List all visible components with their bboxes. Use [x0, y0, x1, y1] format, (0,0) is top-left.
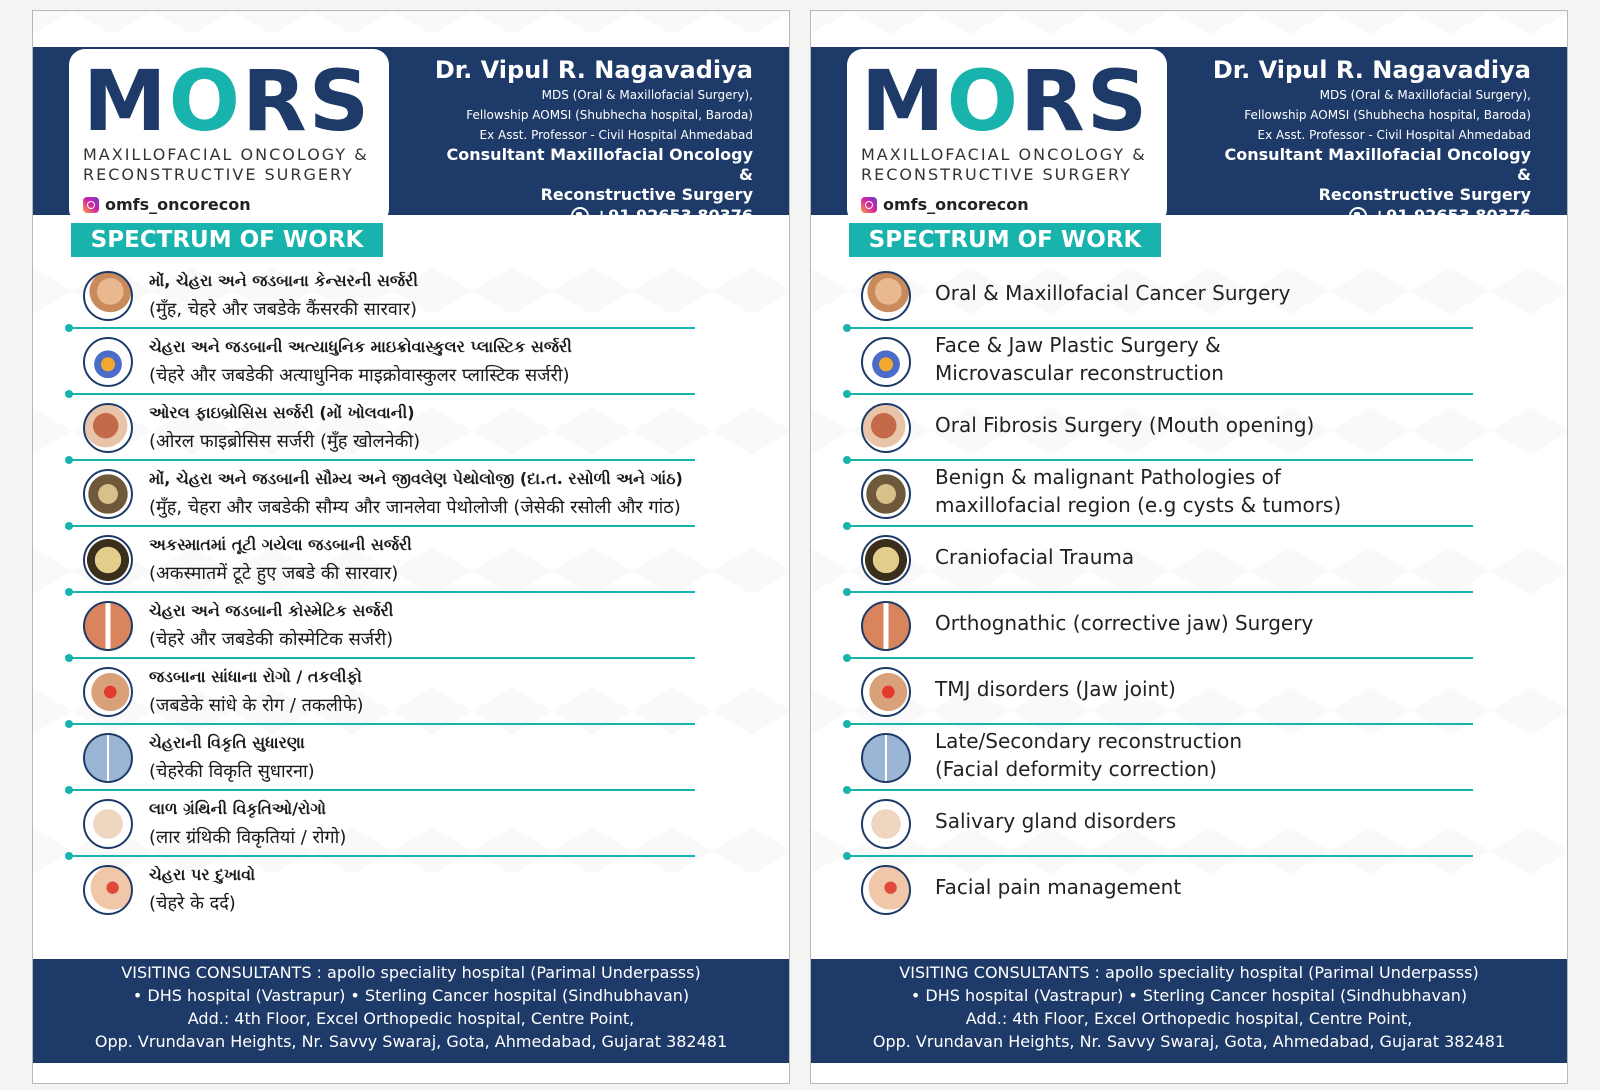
item-line-1: Craniofacial Trauma [935, 545, 1135, 569]
item-gujarati: ઓરલ ફાઇબ્રોસિસ સર્જરી (મોં ખોલવાની) [149, 403, 415, 422]
item-text [935, 263, 1483, 323]
item-text [149, 531, 705, 589]
list-item [847, 791, 1483, 857]
face-cancer-icon [83, 271, 133, 321]
list-item [847, 329, 1483, 395]
salivary-icon [83, 799, 133, 849]
item-gujarati: જડબાના સાંધાના રોગો / તકલીફો [149, 667, 362, 686]
item-gujarati: મોં, ચેહરા અને જડબાની સૌમ્ય અને જીવલેણ પેથોલોજી (દા.ત. રસોળી અને ગાંઠ) [149, 469, 683, 488]
list-item [69, 791, 705, 857]
doctor-past-role: Ex Asst. Professor - Civil Hospital Ahmedabad [1257, 128, 1531, 142]
list-item [69, 461, 705, 527]
item-text [149, 597, 705, 655]
oral-fibrosis-icon [83, 403, 133, 453]
logo-subtitle: MAXILLOFACIAL ONCOLOGY & RECONSTRUCTIVE SURGERY [83, 145, 369, 184]
item-hindi: (लार ग्रंथिकी विकृतियां / रोगो) [149, 827, 347, 848]
item-hindi: (चेहरे के दर्द) [149, 893, 236, 914]
list-item [69, 395, 705, 461]
section-title: SPECTRUM OF WORK [849, 223, 1161, 257]
list-item [69, 263, 705, 329]
footer-band: VISITING CONSULTANTS : apollo speciality hospital (Parimal Underpasss) • DHS hospital (Vastrapur) • Sterling Cancer hospital (Sindhubhavan) Add.: 4th Floor, Excel Orthopedic hospital, Centre Point, Opp. Vrundavan Heights, Nr. Savvy Swaraj, Gota, Ahmedabad, Gujarat 382481 [33, 959, 789, 1063]
item-text [149, 795, 705, 853]
deformity-icon [83, 733, 133, 783]
item-line-1: Oral Fibrosis Surgery (Mouth opening) [935, 413, 1315, 437]
item-hindi: (चेहरेकी विकृति सुधारना) [149, 761, 315, 782]
item-gujarati: મોં, ચેહરા અને જડબાના કેન્સરની સર્જરી [149, 271, 418, 290]
phone-icon [571, 207, 589, 225]
salivary-icon [861, 799, 911, 849]
list-item [69, 593, 705, 659]
instagram-handle: omfs_oncorecon [861, 195, 1029, 214]
item-text [935, 461, 1483, 521]
orthognathic-icon [861, 601, 911, 651]
item-line-1: Late/Secondary reconstruction [935, 729, 1243, 753]
item-line-1: Orthognathic (corrective jaw) Surgery [935, 611, 1314, 635]
pathology-icon [861, 469, 911, 519]
item-line-2: maxillofacial region (e.g cysts & tumors) [935, 493, 1342, 517]
item-line-2: Microvascular reconstruction [935, 361, 1224, 385]
skull-trauma-icon [861, 535, 911, 585]
item-text [935, 725, 1483, 785]
item-text [935, 329, 1483, 389]
deformity-icon [861, 733, 911, 783]
item-text [935, 659, 1483, 719]
item-hindi: (चेहरे और जबडेकी अत्याधुनिक माइक्रोवास्कुलर प्लास्टिक सर्जरी) [149, 365, 570, 386]
doctor-fellowship: Fellowship AOMSI (Shubhecha hospital, Baroda) [1244, 108, 1531, 122]
item-text [935, 593, 1483, 653]
list-item [69, 659, 705, 725]
item-text [149, 267, 705, 325]
orthognathic-icon [83, 601, 133, 651]
face-cancer-icon [861, 271, 911, 321]
item-text [935, 527, 1483, 587]
phone-icon [1349, 207, 1367, 225]
list-item [69, 857, 705, 923]
item-gujarati: ચેહરા અને જડબાની અત્યાધુનિક માઇક્રોવાસ્કુલર પ્લાસ્ટિક સર્જરી [149, 337, 572, 356]
item-line-1: Face & Jaw Plastic Surgery & [935, 333, 1221, 357]
doctor-phone: +91 92653 80376 [433, 205, 753, 227]
item-gujarati: ચેહરા પર દુખાવો [149, 865, 256, 884]
instagram-icon [861, 197, 877, 213]
item-line-1: Facial pain management [935, 875, 1182, 899]
item-line-1: Salivary gland disorders [935, 809, 1177, 833]
skull-trauma-icon [83, 535, 133, 585]
item-text [149, 729, 705, 787]
oral-fibrosis-icon [861, 403, 911, 453]
doctor-degree: MDS (Oral & Maxillofacial Surgery), [541, 88, 753, 102]
item-text [149, 333, 705, 391]
list-item [69, 329, 705, 395]
item-text [149, 465, 705, 523]
item-line-1: Oral & Maxillofacial Cancer Surgery [935, 281, 1291, 305]
item-text [149, 663, 705, 721]
item-gujarati: લાળ ગ્રંથિની વિકૃતિઓ/રોગો [149, 799, 326, 818]
item-hindi: (मुँह, चेहरे और जबडेके कैंसरकी सारवार) [149, 299, 417, 320]
list-item [847, 725, 1483, 791]
item-line-1: TMJ disorders (Jaw joint) [935, 677, 1176, 701]
flyer-gujarati-hindi [32, 10, 790, 1084]
doctor-info [1211, 55, 1531, 227]
item-text [935, 395, 1483, 455]
logo-box [69, 49, 389, 225]
list-item [69, 725, 705, 791]
jaw-plastic-icon [861, 337, 911, 387]
work-list [69, 263, 705, 923]
list-item [847, 659, 1483, 725]
item-hindi: (चेहरे और जबडेकी कोस्मेटिक सर्जरी) [149, 629, 394, 650]
instagram-handle: omfs_oncorecon [83, 195, 251, 214]
item-hindi: (जबडेके सांधे के रोग / तकलीफे) [149, 695, 364, 716]
item-text [149, 399, 705, 457]
list-item [847, 527, 1483, 593]
doctor-name: Dr. Vipul R. Nagavadiya [434, 56, 753, 84]
section-title: SPECTRUM OF WORK [71, 223, 383, 257]
mors-logo: MORS [861, 52, 1150, 150]
item-hindi: (मुँह, चेहरा और जबडेकी सौम्य और जानलेवा पेथोलोजी (जेसेकी रसोली और गांठ) [149, 497, 681, 518]
item-line-1: Benign & malignant Pathologies of [935, 465, 1281, 489]
tmj-icon [861, 667, 911, 717]
tmj-icon [83, 667, 133, 717]
item-text [149, 861, 705, 919]
pathology-icon [83, 469, 133, 519]
list-item [847, 395, 1483, 461]
item-hindi: (अकस्मातमें टूटे हुए जबडे की सारवार) [149, 563, 399, 584]
item-hindi: (ओरल फाइब्रोसिस सर्जरी (मुँह खोलनेकी) [149, 431, 421, 452]
doctor-phone: +91 92653 80376 [1211, 205, 1531, 227]
logo-box [847, 49, 1167, 225]
doctor-role: Consultant Maxillofacial Oncology & Reconstructive Surgery [446, 145, 753, 204]
list-item [847, 857, 1483, 923]
facial-pain-icon [861, 865, 911, 915]
doctor-fellowship: Fellowship AOMSI (Shubhecha hospital, Baroda) [466, 108, 753, 122]
doctor-degree: MDS (Oral & Maxillofacial Surgery), [1319, 88, 1531, 102]
item-text [935, 791, 1483, 851]
doctor-name: Dr. Vipul R. Nagavadiya [1212, 56, 1531, 84]
item-gujarati: ચેહરા અને જડબાની કોસ્મેટિક સર્જરી [149, 601, 394, 620]
list-item [847, 263, 1483, 329]
doctor-info [433, 55, 753, 227]
doctor-past-role: Ex Asst. Professor - Civil Hospital Ahmedabad [479, 128, 753, 142]
list-item [69, 527, 705, 593]
item-line-2: (Facial deformity correction) [935, 757, 1217, 781]
logo-subtitle: MAXILLOFACIAL ONCOLOGY & RECONSTRUCTIVE SURGERY [861, 145, 1147, 184]
item-gujarati: અકસ્માતમાં તૂટી ગયેલા જડબાની સર્જરી [149, 535, 412, 554]
work-list [847, 263, 1483, 923]
list-item [847, 593, 1483, 659]
flyer-english [810, 10, 1568, 1084]
mors-logo: MORS [83, 52, 372, 150]
doctor-role: Consultant Maxillofacial Oncology & Reconstructive Surgery [1224, 145, 1531, 204]
list-item [847, 461, 1483, 527]
footer-band: VISITING CONSULTANTS : apollo speciality hospital (Parimal Underpasss) • DHS hospital (Vastrapur) • Sterling Cancer hospital (Sindhubhavan) Add.: 4th Floor, Excel Orthopedic hospital, Centre Point, Opp. Vrundavan Heights, Nr. Savvy Swaraj, Gota, Ahmedabad, Gujarat 382481 [811, 959, 1567, 1063]
facial-pain-icon [83, 865, 133, 915]
item-text [935, 857, 1483, 917]
instagram-icon [83, 197, 99, 213]
jaw-plastic-icon [83, 337, 133, 387]
item-gujarati: ચેહરાની વિકૃતિ સુધારણા [149, 733, 305, 752]
